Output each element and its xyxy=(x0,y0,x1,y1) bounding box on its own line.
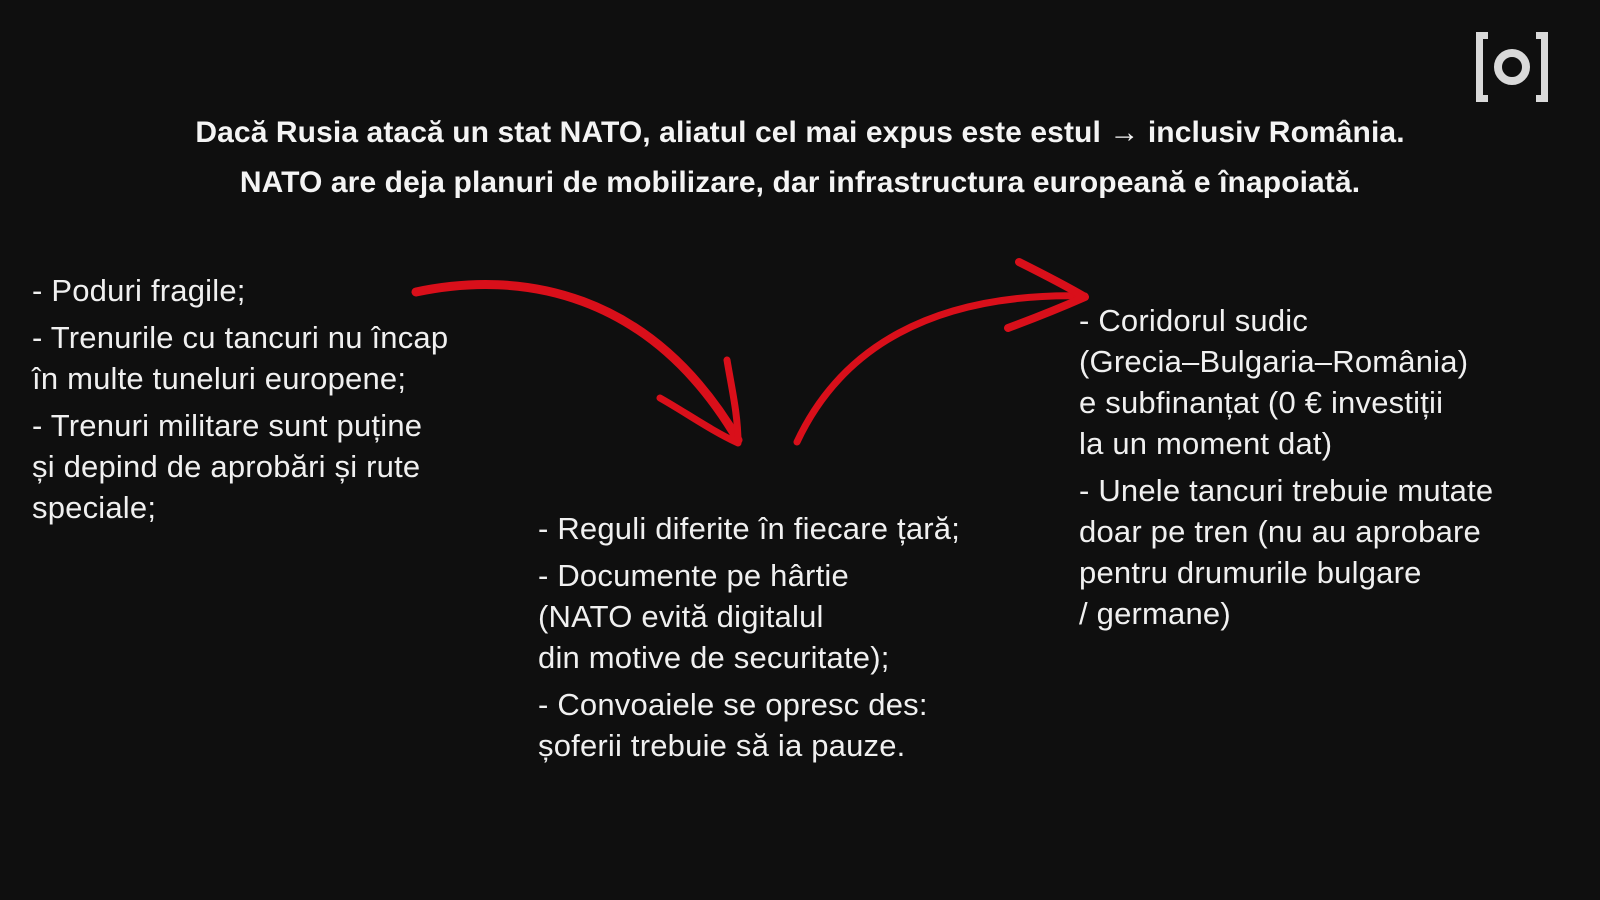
list-item xyxy=(538,555,960,678)
list-item-line: la un moment dat) xyxy=(1079,426,1333,461)
list-item-line: / germane) xyxy=(1079,596,1231,631)
middle-column xyxy=(538,508,960,772)
list-item-line: - Coridorul sudic xyxy=(1079,303,1309,338)
list-item xyxy=(538,508,960,549)
list-item-line: - Trenurile cu tancuri nu încap xyxy=(32,320,449,355)
list-item-line: doar pe tren (nu au aprobare xyxy=(1079,514,1481,549)
list-item-line: șoferii trebuie să ia pauze. xyxy=(538,728,906,763)
list-item-line: - Unele tancuri trebuie mutate xyxy=(1079,473,1494,508)
right-column xyxy=(1079,300,1493,640)
list-item-line: (Grecia–Bulgaria–România) xyxy=(1079,344,1469,379)
list-item-line: - Poduri fragile; xyxy=(32,273,246,308)
list-item-line: în multe tuneluri europene; xyxy=(32,361,407,396)
list-item-line: - Reguli diferite în fiecare țară; xyxy=(538,511,961,546)
list-item xyxy=(32,270,448,311)
list-item-line: din motive de securitate); xyxy=(538,640,890,675)
arrow-left-to-middle-icon xyxy=(416,285,738,443)
list-item xyxy=(32,405,448,528)
list-item-line: - Documente pe hârtie xyxy=(538,558,849,593)
list-item-line: - Trenuri militare sunt puține xyxy=(32,408,423,443)
left-column xyxy=(32,270,448,534)
arrow-middle-to-right-icon xyxy=(797,262,1085,442)
list-item xyxy=(1079,300,1493,464)
list-item xyxy=(32,317,448,399)
headline xyxy=(0,108,1600,208)
list-item-line: pentru drumurile bulgare xyxy=(1079,555,1422,590)
list-item-line: e subfinanțat (0 € investiții xyxy=(1079,385,1444,420)
headline-line-1: Dacă Rusia atacă un stat NATO, aliatul cel mai expus este estul → inclusiv România. xyxy=(195,116,1405,149)
list-item-line: și depind de aprobări și rute xyxy=(32,449,421,484)
list-item-line: speciale; xyxy=(32,490,157,525)
headline-line-2: NATO are deja planuri de mobilizare, dar infrastructura europeană e înapoiată. xyxy=(239,166,1361,199)
list-item xyxy=(538,684,960,766)
list-item-line: - Convoaiele se opresc des: xyxy=(538,687,928,722)
bracket-o-logo-icon xyxy=(1472,30,1552,104)
list-item-line: (NATO evită digitalul xyxy=(538,599,824,634)
list-item xyxy=(1079,470,1493,634)
